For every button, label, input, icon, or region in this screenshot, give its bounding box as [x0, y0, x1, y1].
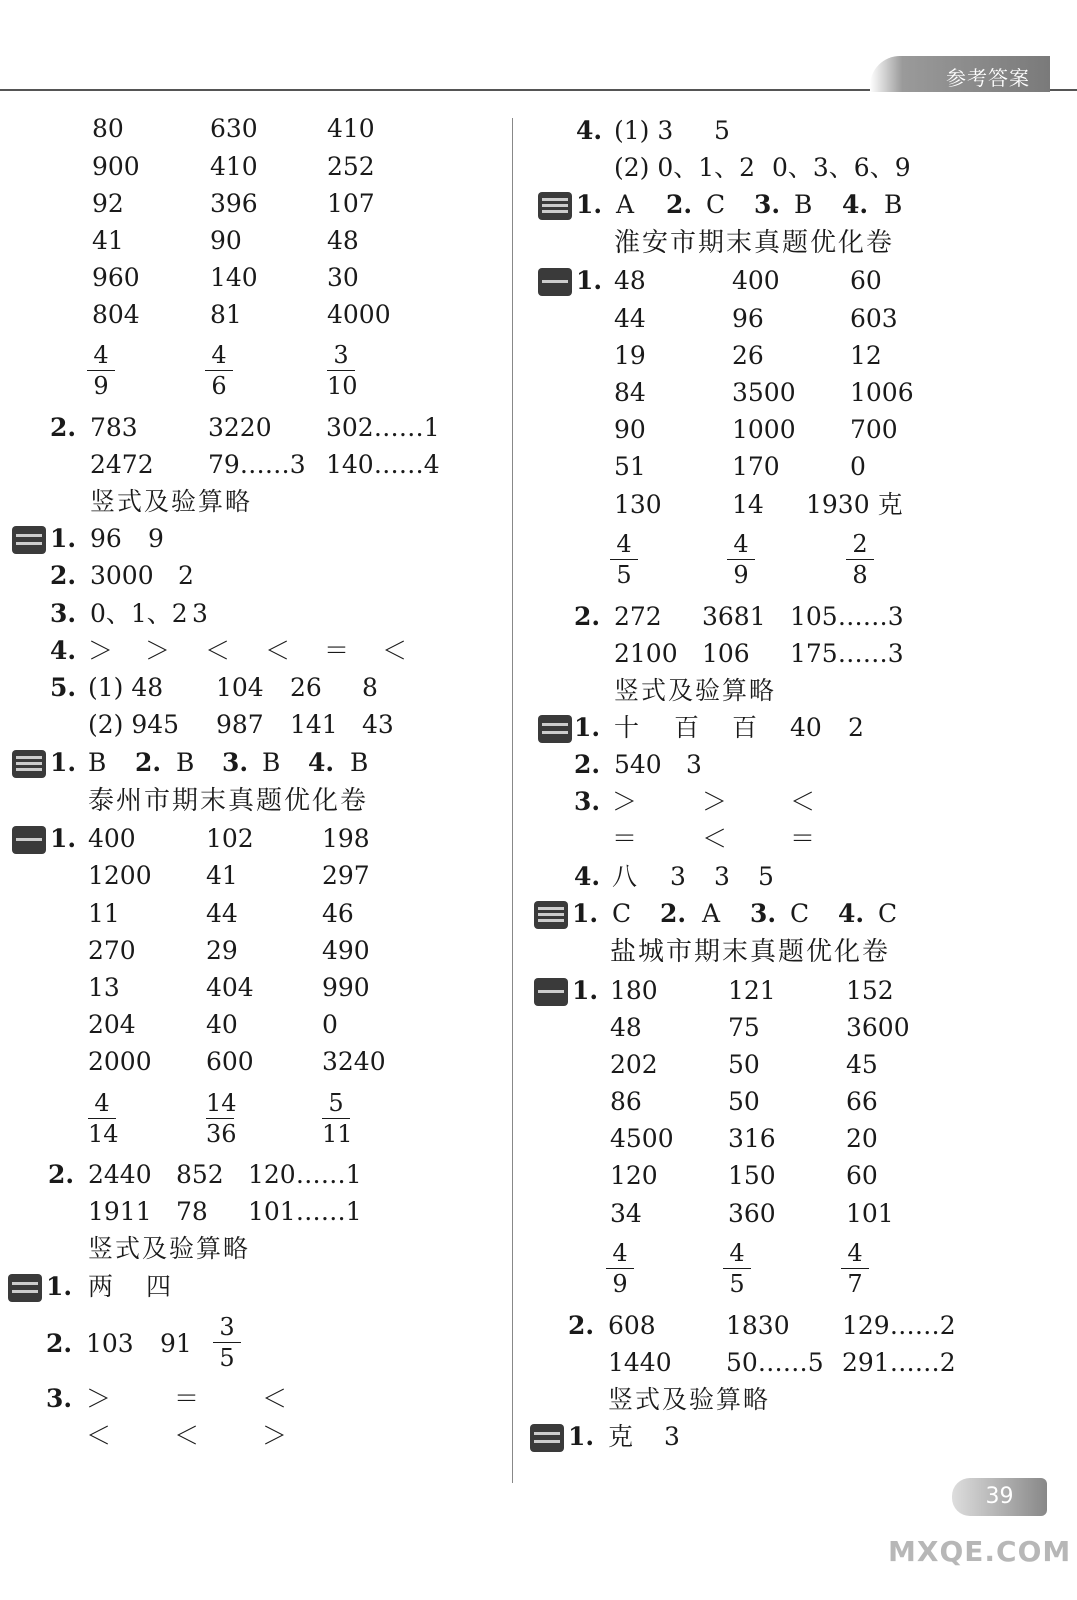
section-one-icon [534, 978, 568, 1006]
answer-value: 2 [178, 561, 194, 590]
fraction-numerator: 3 [213, 1312, 241, 1343]
answer-value: C [790, 899, 810, 928]
answer-value: 13 [88, 973, 120, 1002]
answer-value: 90 [210, 226, 242, 255]
answer-value: B [884, 190, 903, 219]
fraction [205, 340, 233, 401]
answer-value: 79……3 [208, 450, 306, 479]
fraction-denominator: 7 [847, 1270, 863, 1298]
fraction [610, 529, 638, 590]
fraction-denominator: 14 [88, 1120, 119, 1148]
answer-value: B [794, 190, 813, 219]
fraction-denominator: 36 [206, 1120, 237, 1148]
answer-value: 2472 [90, 450, 154, 479]
answer-value: 180 [610, 976, 658, 1005]
answer-value: 900 [92, 152, 140, 181]
note-text: 竖式及验算略 [614, 676, 777, 705]
fraction-numerator: 4 [87, 340, 115, 371]
answer-value: 600 [206, 1047, 254, 1076]
answer-value: ＜ [790, 787, 816, 816]
section-title: 盐城市期末真题优化卷 [610, 937, 891, 967]
fraction [327, 340, 358, 401]
answer-value: 96 [90, 524, 122, 553]
answer-value: 603 [850, 304, 898, 333]
answer-value: 克 [608, 1422, 636, 1451]
answer-value: 302……1 [326, 413, 440, 442]
question-number: 1. [568, 1422, 595, 1451]
answer-value: 960 [92, 263, 140, 292]
question-number: 2. [50, 561, 77, 590]
answer-value: 9 [148, 524, 164, 553]
answer-value: 103 [86, 1329, 134, 1358]
answer-value: 101……1 [248, 1197, 362, 1226]
fraction-numerator: 4 [727, 529, 755, 560]
answer-value: A [616, 190, 635, 219]
answer-value: 12 [850, 341, 882, 370]
section-two-icon [530, 1424, 564, 1452]
question-number: 1. [574, 713, 601, 742]
answer-value: B [88, 748, 107, 777]
answer-value: ＝ [174, 1384, 200, 1413]
answer-value: A [702, 899, 721, 928]
answer-value: ＜ [702, 824, 728, 853]
question-number: 2. [574, 602, 601, 631]
note-text: 竖式及验算略 [90, 487, 253, 516]
answer-value: 608 [608, 1311, 656, 1340]
answer-value: 783 [90, 413, 138, 442]
answer-value: (1) 3 [614, 116, 674, 145]
answer-value: 202 [610, 1050, 658, 1079]
answer-value: (2) 945 [88, 710, 180, 739]
answer-value: 3 [670, 862, 686, 891]
question-number: 1. [50, 824, 77, 853]
answer-value: 121 [728, 976, 776, 1005]
answer-value: 804 [92, 300, 140, 329]
answer-value: 152 [846, 976, 894, 1005]
answer-value: 44 [206, 899, 238, 928]
answer-value: 150 [728, 1161, 776, 1190]
answer-value: 92 [92, 189, 124, 218]
answer-value: 0 [850, 452, 866, 481]
answer-value: ＜ [174, 1421, 200, 1450]
fraction [213, 1312, 241, 1373]
answer-value: 141 [290, 710, 338, 739]
answer-value: 78 [176, 1197, 208, 1226]
answer-value: 2100 [614, 639, 678, 668]
answer-value: 50 [728, 1050, 760, 1079]
answer-value: C [706, 190, 726, 219]
question-number: 2. [666, 190, 693, 219]
page-number: 39 [952, 1478, 1047, 1516]
fraction-denominator: 11 [322, 1120, 353, 1148]
answer-value: 140 [210, 263, 258, 292]
question-number: 1. [50, 524, 77, 553]
fraction-numerator: 4 [723, 1238, 751, 1269]
answer-value: 4000 [327, 300, 391, 329]
fraction [727, 529, 755, 590]
question-number: 1. [46, 1272, 73, 1301]
answer-value: 396 [210, 189, 258, 218]
section-title: 淮安市期末真题优化卷 [614, 228, 895, 258]
section-one-icon [12, 826, 46, 854]
answer-value: 48 [610, 1013, 642, 1042]
header-tab [870, 56, 1050, 92]
answer-value: 86 [610, 1087, 642, 1116]
answer-value: 852 [176, 1160, 224, 1189]
answer-value: 130 [614, 490, 662, 519]
answer-value: (1) 48 [88, 673, 164, 702]
answer-value: 四 [146, 1272, 174, 1301]
answer-value: ＜ [86, 1421, 112, 1450]
fraction-denominator: 9 [612, 1270, 628, 1298]
question-number: 2. [46, 1329, 73, 1358]
question-number: 2. [48, 1160, 75, 1189]
answer-value: 50……5 [726, 1348, 824, 1377]
answer-value: 3 [664, 1422, 680, 1451]
answer-value: 51 [614, 452, 646, 481]
answer-value: 19 [614, 341, 646, 370]
answer-value: ＞ [145, 636, 171, 665]
fraction-denominator: 10 [327, 372, 358, 400]
question-number: 2. [50, 413, 77, 442]
answer-value: 3 [714, 862, 730, 891]
answer-value: B [176, 748, 195, 777]
answer-value: 80 [92, 114, 124, 143]
question-number: 4. [842, 190, 869, 219]
question-number: 3. [754, 190, 781, 219]
answer-value: 140……4 [326, 450, 440, 479]
question-number: 3. [50, 599, 77, 628]
answer-value: 129……2 [842, 1311, 956, 1340]
section-three-icon [12, 750, 46, 778]
answer-value: 3600 [846, 1013, 910, 1042]
fraction [206, 1088, 237, 1149]
answer-value: 270 [88, 936, 136, 965]
answer-value: 104 [216, 673, 264, 702]
answer-value: ＝ [324, 636, 350, 665]
answer-value: 84 [614, 378, 646, 407]
answer-value: ＝ [612, 824, 638, 853]
answer-value: 14 [732, 490, 764, 519]
answer-value: 540 [614, 750, 662, 779]
answer-value: 30 [327, 263, 359, 292]
fraction [606, 1238, 634, 1299]
answer-value: (2) 0、1、2 [614, 153, 756, 182]
answer-value: 360 [728, 1199, 776, 1228]
fraction [88, 1088, 119, 1149]
answer-value: ＞ [86, 1384, 112, 1413]
answer-value: 20 [846, 1124, 878, 1153]
fraction-numerator: 4 [841, 1238, 869, 1269]
question-number: 2. [135, 748, 162, 777]
answer-value: ＜ [382, 636, 408, 665]
fraction-denominator: 9 [93, 372, 109, 400]
section-three-icon [534, 901, 568, 929]
answer-value: 990 [322, 973, 370, 1002]
answer-value: B [350, 748, 369, 777]
answer-value: 175……3 [790, 639, 904, 668]
question-number: 3. [46, 1384, 73, 1413]
answer-value: 106 [702, 639, 750, 668]
answer-value: 44 [614, 304, 646, 333]
section-title: 泰州市期末真题优化卷 [88, 786, 369, 816]
answer-value: 316 [728, 1124, 776, 1153]
fraction-numerator: 4 [205, 340, 233, 371]
question-number: 3. [574, 787, 601, 816]
answer-value: 百 [732, 713, 760, 742]
answer-value: 3 [192, 599, 208, 628]
answer-value: 26 [290, 673, 322, 702]
answer-value: 90 [614, 415, 646, 444]
question-number: 1. [576, 190, 603, 219]
fraction-denominator: 9 [733, 561, 749, 589]
answer-value: ＜ [205, 636, 231, 665]
answer-value: 1440 [608, 1348, 672, 1377]
section-three-icon [538, 192, 572, 220]
answer-value: ＞ [88, 636, 114, 665]
watermark: MXQE.COM [888, 1535, 1072, 1568]
column-divider [512, 118, 513, 1483]
answer-value: 96 [732, 304, 764, 333]
answer-value: 1006 [850, 378, 914, 407]
answer-value: ＞ [612, 787, 638, 816]
fraction-numerator: 2 [846, 529, 874, 560]
question-number: 4. [50, 636, 77, 665]
answer-value: 0、1、2 [90, 599, 188, 628]
answer-value: ＜ [262, 1384, 288, 1413]
answer-value: 120 [610, 1161, 658, 1190]
answer-value: 两 [88, 1272, 116, 1301]
fraction [846, 529, 874, 590]
answer-value: 410 [210, 152, 258, 181]
answer-value: C [878, 899, 898, 928]
fraction [723, 1238, 751, 1299]
answer-value: 40 [790, 713, 822, 742]
question-number: 4. [838, 899, 865, 928]
answer-value: 3681 [702, 602, 766, 631]
answer-value: 3220 [208, 413, 272, 442]
answer-value: 120……1 [248, 1160, 362, 1189]
answer-value: 41 [92, 226, 124, 255]
fraction [87, 340, 115, 401]
answer-value: 41 [206, 861, 238, 890]
answer-value: 204 [88, 1010, 136, 1039]
answer-value: 2440 [88, 1160, 152, 1189]
question-number: 3. [222, 748, 249, 777]
answer-value: 400 [88, 824, 136, 853]
note-text: 竖式及验算略 [608, 1385, 771, 1414]
section-one-icon [538, 268, 572, 296]
fraction-numerator: 4 [88, 1088, 116, 1119]
question-number: 3. [750, 899, 777, 928]
answer-value: 252 [327, 152, 375, 181]
answer-value: 0 [322, 1010, 338, 1039]
section-two-icon [538, 715, 572, 743]
answer-value: 43 [362, 710, 394, 739]
answer-value: 29 [206, 936, 238, 965]
question-number: 5. [50, 673, 77, 702]
header-tab-label: 参考答案 [946, 66, 1030, 90]
question-number: 4. [576, 116, 603, 145]
answer-value: 170 [732, 452, 780, 481]
fraction-denominator: 6 [211, 372, 227, 400]
answer-value: 60 [846, 1161, 878, 1190]
question-number: 2. [660, 899, 687, 928]
answer-value: 66 [846, 1087, 878, 1116]
question-number: 1. [572, 976, 599, 1005]
answer-value: 八 [612, 862, 640, 891]
answer-value: ＞ [702, 787, 728, 816]
fraction-denominator: 5 [616, 561, 632, 589]
answer-value: 630 [210, 114, 258, 143]
answer-value: 48 [327, 226, 359, 255]
section-two-icon [8, 1274, 42, 1302]
fraction-numerator: 5 [322, 1088, 350, 1119]
answer-value: 4500 [610, 1124, 674, 1153]
answer-value: 1911 [88, 1197, 152, 1226]
answer-value: 75 [728, 1013, 760, 1042]
answer-value: 5 [758, 862, 774, 891]
answer-value: B [262, 748, 281, 777]
question-number: 4. [574, 862, 601, 891]
answer-value: 50 [728, 1087, 760, 1116]
answer-value: 404 [206, 973, 254, 1002]
answer-value: ＜ [265, 636, 291, 665]
answer-value: 101 [846, 1199, 894, 1228]
answer-value: ＝ [790, 824, 816, 853]
answer-value: 5 [714, 116, 730, 145]
answer-value: 410 [327, 114, 375, 143]
question-number: 4. [308, 748, 335, 777]
fraction-numerator: 4 [610, 529, 638, 560]
answer-value: 8 [362, 673, 378, 702]
question-number: 1. [572, 899, 599, 928]
answer-value: 40 [206, 1010, 238, 1039]
answer-value: 34 [610, 1199, 642, 1228]
answer-value: 272 [614, 602, 662, 631]
answer-value: 3 [686, 750, 702, 779]
answer-value: 490 [322, 936, 370, 965]
fraction-denominator: 8 [852, 561, 868, 589]
answer-value: 45 [846, 1050, 878, 1079]
answer-value: 81 [210, 300, 242, 329]
answer-value: 26 [732, 341, 764, 370]
answer-value: 297 [322, 861, 370, 890]
answer-value: 11 [88, 899, 120, 928]
question-number: 2. [568, 1311, 595, 1340]
answer-value: 107 [327, 189, 375, 218]
answer-value: 400 [732, 266, 780, 295]
answer-value: 1000 [732, 415, 796, 444]
answer-value: 987 [216, 710, 264, 739]
answer-value: 0、3、6、9 [772, 153, 911, 182]
fraction-numerator: 4 [606, 1238, 634, 1269]
note-text: 竖式及验算略 [88, 1234, 251, 1263]
fraction-denominator: 5 [729, 1270, 745, 1298]
answer-value: ＞ [262, 1421, 288, 1450]
answer-value: 700 [850, 415, 898, 444]
answer-value: 十 [614, 713, 642, 742]
answer-value: 2 [848, 713, 864, 742]
section-two-icon [12, 526, 46, 554]
question-number: 2. [574, 750, 601, 779]
fraction [322, 1088, 353, 1149]
answer-value: 百 [674, 713, 702, 742]
answer-value: 105……3 [790, 602, 904, 631]
answer-value: 2000 [88, 1047, 152, 1076]
answer-value: 3500 [732, 378, 796, 407]
answer-value: C [612, 899, 632, 928]
fraction-numerator: 3 [327, 340, 355, 371]
answer-value: 3240 [322, 1047, 386, 1076]
question-number: 1. [50, 748, 77, 777]
fraction [841, 1238, 869, 1299]
answer-value: 60 [850, 266, 882, 295]
answer-value: 102 [206, 824, 254, 853]
answer-value: 291……2 [842, 1348, 956, 1377]
answer-value: 1200 [88, 861, 152, 890]
answer-value: 3000 [90, 561, 154, 590]
question-number: 1. [576, 266, 603, 295]
fraction-numerator: 14 [206, 1089, 237, 1117]
fraction-denominator: 5 [219, 1344, 235, 1372]
answer-value: 1930 克 [806, 490, 903, 519]
answer-value: 48 [614, 266, 646, 295]
answer-value: 1830 [726, 1311, 790, 1340]
answer-value: 198 [322, 824, 370, 853]
answer-value: 46 [322, 899, 354, 928]
answer-value: 91 [160, 1329, 192, 1358]
